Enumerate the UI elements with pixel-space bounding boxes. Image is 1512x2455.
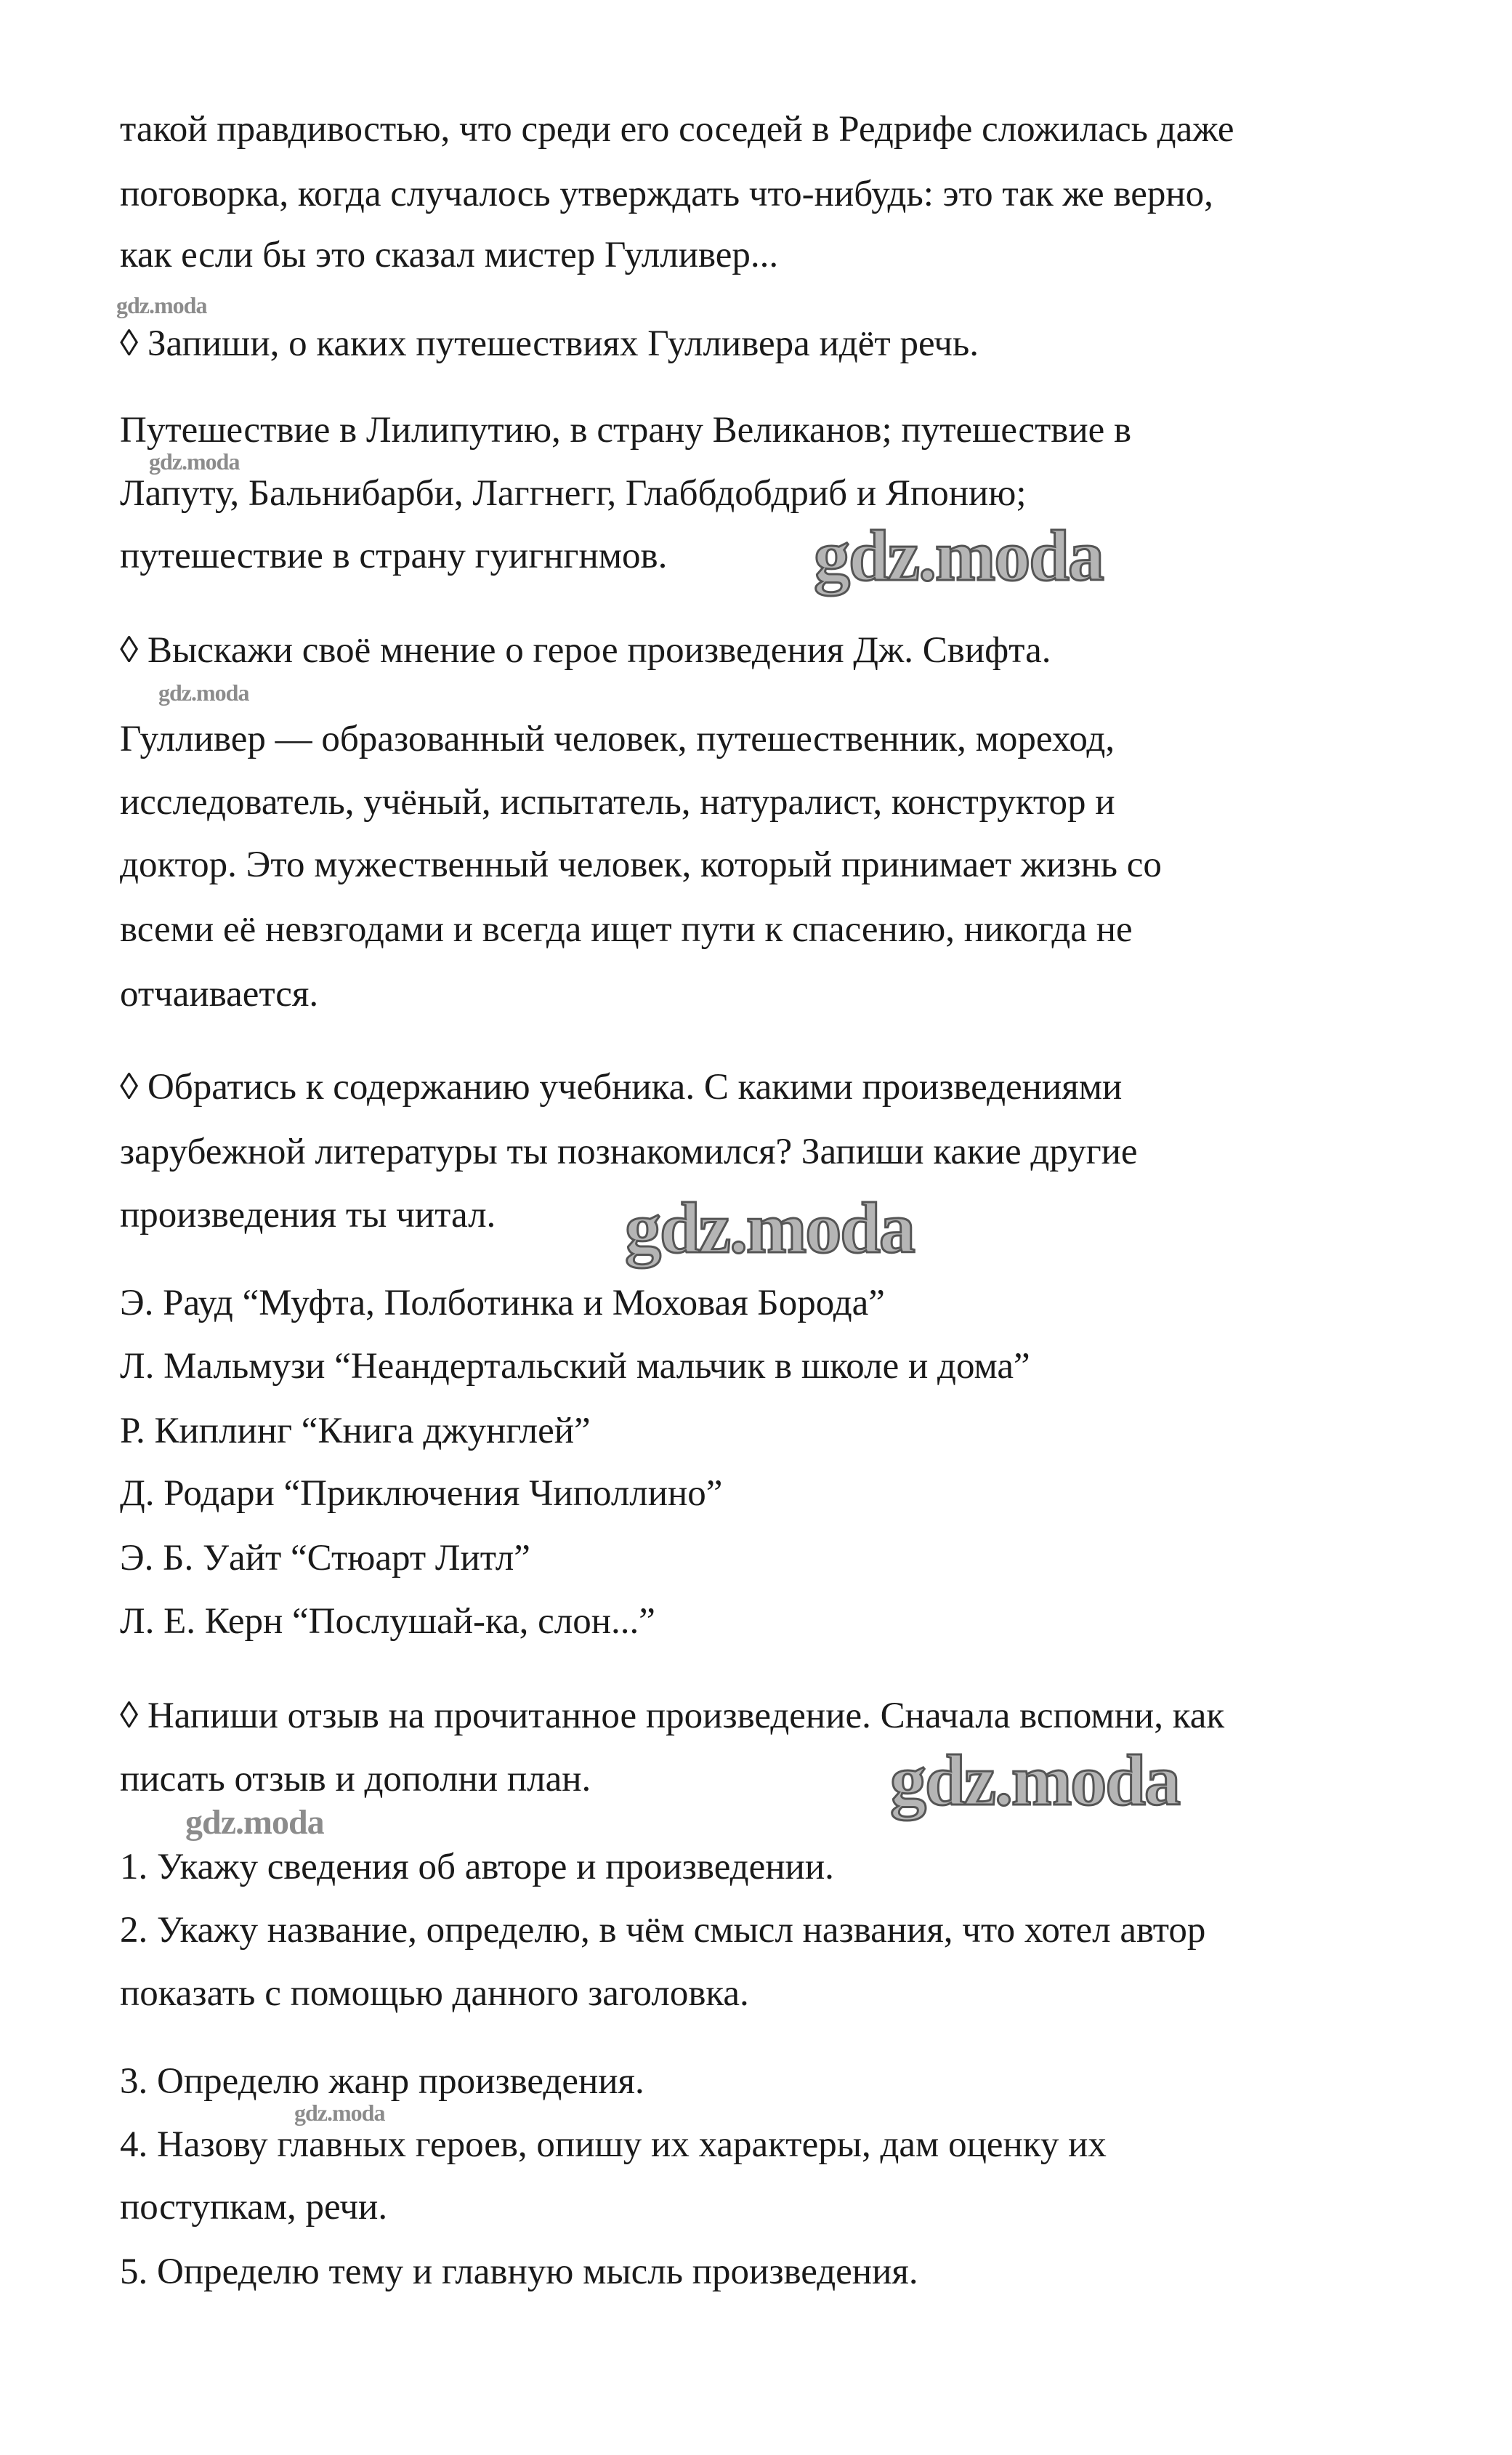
text-line: отчаивается.	[120, 974, 319, 1015]
list-item: 3. Определю жанр произведения.	[120, 2061, 644, 2102]
text-line: исследователь, учёный, испытатель, натуралист, конструктор и	[120, 782, 1115, 823]
text-line: как если бы это сказал мистер Гулливер...	[120, 235, 779, 275]
watermark: gdz.moda	[890, 1740, 1179, 1821]
text-line: всеми её невзгодами и всегда ищет пути к спасению, никогда не	[120, 909, 1133, 950]
text-line: Путешествие в Лилипутию, в страну Великанов; путешествие в	[120, 410, 1132, 451]
list-item: 4. Назову главных героев, опишу их характеры, дам оценку их	[120, 2124, 1107, 2165]
list-item: 5. Определю тему и главную мысль произведения.	[120, 2252, 918, 2292]
list-item: Д. Родари “Приключения Чиполлино”	[120, 1473, 723, 1514]
list-item: 2. Укажу название, определю, в чём смысл названия, что хотел автор	[120, 1910, 1206, 1951]
list-item: поступкам, речи.	[120, 2187, 388, 2228]
list-item: Э. Рауд “Муфта, Полботинка и Моховая Борода”	[120, 1283, 885, 1323]
watermark: gdz.moda	[116, 292, 207, 318]
text-line: Гулливер — образованный человек, путешественник, мореход,	[120, 719, 1115, 759]
list-item: 1. Укажу сведения об авторе и произведении.	[120, 1847, 834, 1887]
text-line: ◊ Напиши отзыв на прочитанное произведение. Сначала вспомни, как	[120, 1696, 1225, 1736]
watermark: gdz.moda	[294, 2100, 385, 2126]
text-line: путешествие в страну гуигнгнмов.	[120, 536, 668, 576]
watermark: gdz.moda	[185, 1803, 324, 1842]
list-item: показать с помощью данного заголовка.	[120, 1973, 749, 2014]
watermark: gdz.moda	[158, 680, 249, 706]
text-line: такой правдивостью, что среди его соседей в Редрифе сложилась даже	[120, 109, 1234, 150]
text-line: поговорка, когда случалось утверждать что-нибудь: это так же верно,	[120, 174, 1213, 214]
text-line: Лапуту, Бальнибарби, Лаггнегг, Глаббдобдриб и Японию;	[120, 473, 1027, 514]
list-item: Л. Мальмузи “Неандертальский мальчик в школе и дома”	[120, 1346, 1030, 1387]
question-2: ◊ Выскажи своё мнение о герое произведения Дж. Свифта.	[120, 630, 1051, 671]
list-item: Э. Б. Уайт “Стюарт Литл”	[120, 1538, 530, 1579]
watermark: gdz.moda	[814, 515, 1103, 596]
text-line: ◊ Обратись к содержанию учебника. С какими произведениями	[120, 1067, 1123, 1108]
text-line: писать отзыв и дополни план.	[120, 1759, 591, 1799]
watermark: gdz.moda	[625, 1188, 914, 1268]
watermark: gdz.moda	[149, 448, 240, 475]
text-line: доктор. Это мужественный человек, который принимает жизнь со	[120, 844, 1162, 885]
list-item: Л. Е. Керн “Послушай-ка, слон...”	[120, 1601, 655, 1642]
list-item: Р. Киплинг “Книга джунглей”	[120, 1411, 591, 1451]
text-line: произведения ты читал.	[120, 1195, 496, 1235]
text-line: зарубежной литературы ты познакомился? Запиши какие другие	[120, 1132, 1138, 1172]
question-1: ◊ Запиши, о каких путешествиях Гулливера идёт речь.	[120, 323, 979, 364]
